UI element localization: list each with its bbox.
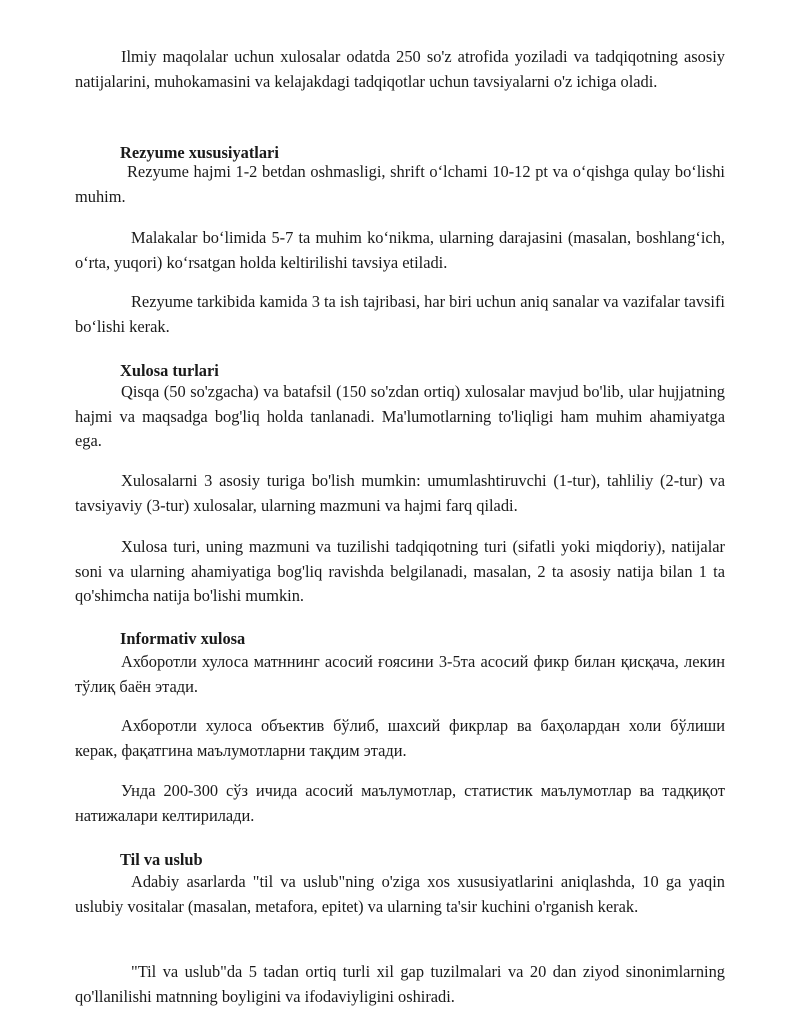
paragraph-text: Adabiy asarlarda "til va uslub"ning o'ziga xos xususiyatlarini aniqlashda, 10 ga yaqin uslubiy vositalar (masalan, metafora, epitet) va ularning ta'sir kuchini o'rganish kerak. bbox=[75, 872, 725, 916]
paragraph-text: Xulosalarni 3 asosiy turiga bo'lish mumkin: umumlashtiruvchi (1-tur), tahliliy (2-tur) va tavsiyaviy (3-tur) xulosalar, ularning mazmuni va hajmi farq qiladi. bbox=[75, 471, 725, 515]
paragraph bbox=[75, 380, 725, 454]
paragraph-text: Rezyume tarkibida kamida 3 ta ish tajribasi, har biri uchun aniq sanalar va vazifalar tavsifi boʻlishi kerak. bbox=[75, 292, 725, 336]
paragraph bbox=[75, 290, 725, 339]
section-heading-informativ-xulosa: Informativ xulosa bbox=[120, 629, 246, 648]
paragraph-text: Xulosa turi, uning mazmuni va tuzilishi tadqiqotning turi (sifatli yoki miqdoriy), natijalar soni va ularning ahamiyatiga bog'liq ravishda belgilanadi, masalan, 2 ta asosiy natija bilan 1 ta qo'shimcha natija bo'lishi mumkin. bbox=[75, 537, 725, 605]
paragraph-text: Malakalar boʻlimida 5-7 ta muhim koʻnikma, ularning darajasini (masalan, boshlangʻich, oʻrta, yuqori) koʻrsatgan holda keltirilishi tavsiya etiladi. bbox=[75, 228, 725, 272]
paragraph bbox=[75, 469, 725, 518]
paragraph-text: Ахборотли хулоса матннинг асосий ғоясини 3-5та асосий фикр билан қисқача, лекин тўлиқ баён этади. bbox=[75, 652, 725, 696]
paragraph-text: Ilmiy maqolalar uchun xulosalar odatda 250 so'z atrofida yoziladi va tadqiqotning asosiy natijalarini, muhokamasini va kelajakdagi tadqiqotlar uchun tavsiyalarni o'z ichiga oladi. bbox=[75, 47, 725, 91]
paragraph bbox=[75, 779, 725, 828]
paragraph bbox=[75, 714, 725, 763]
paragraph bbox=[75, 650, 725, 699]
paragraph bbox=[75, 226, 725, 275]
section-heading-til-va-uslub: Til va uslub bbox=[120, 850, 203, 869]
paragraph bbox=[75, 870, 725, 919]
paragraph bbox=[75, 960, 725, 1009]
paragraph-text: Qisqa (50 so'zgacha) va batafsil (150 so'zdan ortiq) xulosalar mavjud bo'lib, ular hujjatning hajmi va maqsadga bog'liq holda tanlanadi. Ma'lumotlarning to'liqligi ham muhim ahamiyatga ega. bbox=[75, 382, 725, 450]
paragraph bbox=[75, 45, 725, 94]
paragraph-text: "Til va uslub"da 5 tadan ortiq turli xil gap tuzilmalari va 20 dan ziyod sinonimlarning qo'llanilishi matnning boyligini va ifodaviyligini oshiradi. bbox=[75, 962, 725, 1006]
section-heading-xulosa-turlari: Xulosa turlari bbox=[120, 361, 219, 380]
paragraph bbox=[75, 160, 725, 209]
section-heading-rezyume-xususiyatlari: Rezyume xususiyatlari bbox=[120, 143, 279, 162]
paragraph-text: Унда 200-300 сўз ичида асосий маълумотлар, статистик маълумотлар ва тадқиқот натижалари келтирилади. bbox=[75, 781, 725, 825]
paragraph bbox=[75, 535, 725, 609]
paragraph-text: Rezyume hajmi 1-2 betdan oshmasligi, shrift oʻlchami 10-12 pt va oʻqishga qulay boʻlishi muhim. bbox=[75, 162, 725, 206]
paragraph-text: Ахборотли хулоса объектив бўлиб, шахсий фикрлар ва баҳолардан холи бўлиши керак, фақатгина маълумотларни тақдим этади. bbox=[75, 716, 725, 760]
